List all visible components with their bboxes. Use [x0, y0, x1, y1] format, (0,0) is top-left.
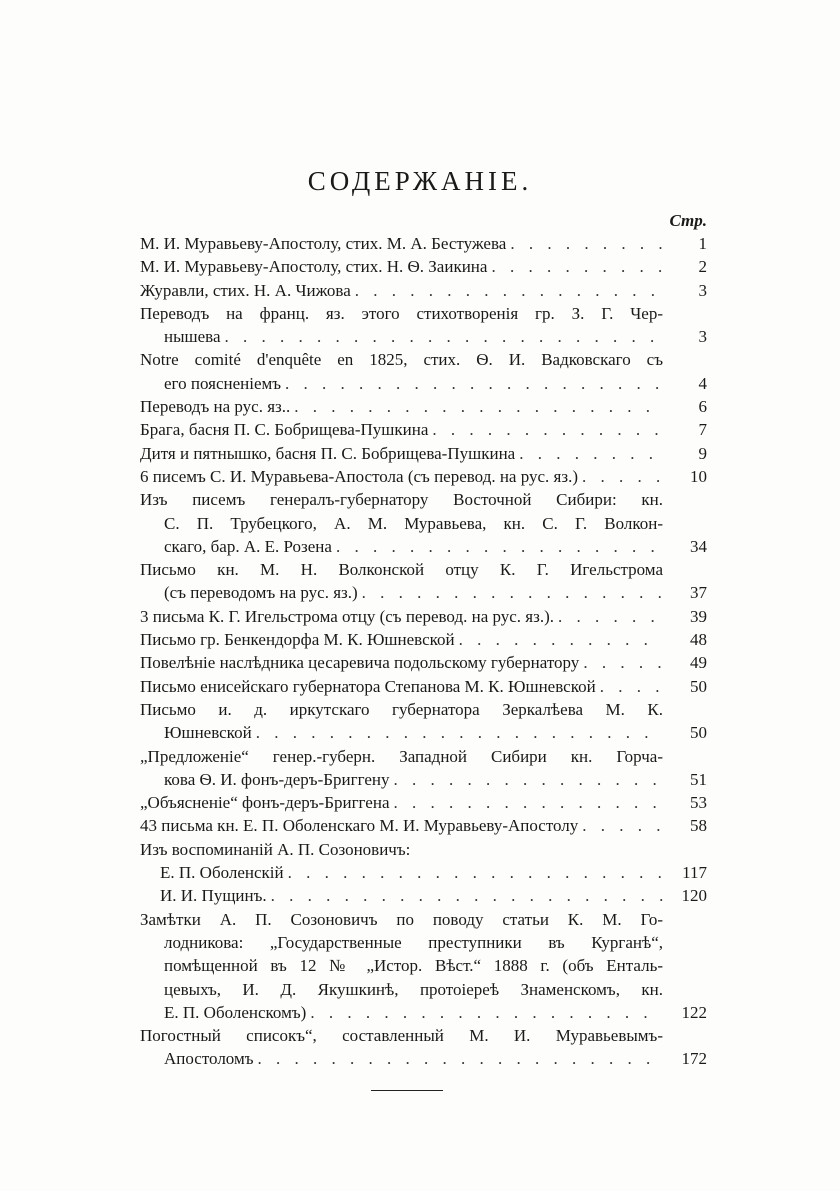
toc-entry-text: скаго, бар. А. Е. Розена [164, 536, 332, 556]
toc-entry-text: И. И. Пущинъ. [160, 886, 267, 906]
toc-entry-text: Переводъ на рус. яз.. [140, 397, 291, 417]
toc-entry [140, 558, 707, 605]
toc-entry-text: „Предложеніе“ генер.-губерн. Западной Сибири кн. Горча- [140, 746, 663, 766]
toc-entry [140, 395, 707, 418]
toc-entry [140, 605, 707, 628]
dot-leader [288, 861, 663, 884]
toc-page-number: 37 [690, 583, 707, 603]
toc-entry-text: лодникова: „Государственные преступники въ Курганѣ“, [164, 932, 663, 952]
toc-entry [140, 861, 707, 884]
toc-entry [140, 279, 707, 302]
toc-page-number: 122 [681, 1002, 707, 1022]
dot-leader [510, 232, 663, 255]
toc-entry [140, 628, 707, 651]
dot-leader [362, 581, 663, 604]
dot-leader [600, 675, 663, 698]
toc-entry [140, 814, 707, 837]
toc-page-number: 172 [681, 1049, 707, 1069]
toc-entry [140, 442, 707, 465]
toc-page-number: 53 [690, 793, 707, 813]
toc-entry-text: Брага, басня П. С. Бобрищева-Пушкина [140, 420, 429, 440]
toc-entry [140, 698, 707, 745]
dot-leader [225, 325, 663, 348]
toc-page-number: 9 [698, 443, 707, 463]
toc-entry [140, 675, 707, 698]
toc-entry [140, 651, 707, 674]
dot-leader [310, 1001, 663, 1024]
toc-entry [140, 255, 707, 278]
toc-entry-text: Повелѣніе наслѣдника цесаревича подольскому губернатору [140, 653, 580, 673]
toc-entry-text: Письмо кн. М. Н. Волконской отцу К. Г. Игельстрома [140, 560, 663, 580]
toc-entry-text: Изъ писемъ генералъ-губернатору Восточной Сибири: кн. [140, 490, 663, 510]
toc-page-number: 3 [698, 327, 707, 347]
toc-entry [140, 745, 707, 792]
dot-leader [583, 651, 663, 674]
toc-entry [140, 791, 707, 814]
toc-page-number: 4 [698, 373, 707, 393]
toc-entry [140, 465, 707, 488]
toc-entry-text: помѣщенной въ 12 № „Истор. Вѣст.“ 1888 г. (объ Енталь- [164, 956, 663, 976]
toc-entry-text: М. И. Муравьеву-Апостолу, стих. М. А. Бестужева [140, 234, 507, 253]
toc-entry [140, 302, 707, 349]
toc-entry-text: М. И. Муравьеву-Апостолу, стих. Н. Ѳ. Заикина [140, 257, 488, 277]
dot-leader [582, 465, 663, 488]
toc-entry-text: нышева [164, 327, 221, 347]
toc-page-number: 2 [698, 257, 707, 277]
toc-entry [140, 488, 707, 558]
toc-page-number: 34 [690, 536, 707, 556]
toc-page-number: 10 [690, 466, 707, 486]
toc-entry-text: Журавли, стих. Н. А. Чижова [140, 280, 351, 300]
dot-leader [336, 535, 663, 558]
dot-leader [558, 605, 663, 628]
toc-entry-text: Переводъ на франц. яз. этого стихотворенія гр. З. Г. Чер- [140, 303, 663, 323]
toc-page-number: 51 [690, 769, 707, 789]
toc-entry-text: Апостоломъ [164, 1049, 254, 1069]
toc-entry-text: Е. П. Оболенскій [160, 863, 284, 883]
toc-entry [140, 232, 707, 255]
toc-entry [140, 1024, 707, 1071]
toc-page-number: 1 [698, 234, 707, 253]
toc-entry-text: Notre comité d'enquête en 1825, стих. Ѳ. И. Вадковскаго съ [140, 350, 663, 370]
toc-entry-text: 3 письма К. Г. Игельстрома отцу (съ перевод. на рус. яз.). [140, 606, 555, 626]
end-rule [371, 1090, 443, 1091]
toc-entry-text: Дитя и пятнышко, басня П. С. Бобрищева-Пушкина [140, 443, 516, 463]
dot-leader [285, 372, 663, 395]
toc-page-number: 39 [690, 606, 707, 626]
toc-entry-text: Письмо енисейскаго губернатора Степанова М. К. Юшневской [140, 676, 596, 696]
toc-page-number: 48 [690, 630, 707, 650]
toc-entry-text: Письмо и. д. иркутскаго губернатора Зеркалѣева М. К. [140, 699, 663, 719]
toc-entry-text: его поясненіемъ [164, 373, 282, 393]
toc-entry-text: Письмо гр. Бенкендорфа М. К. Юшневской [140, 630, 455, 650]
dot-leader [258, 1047, 663, 1070]
toc-page-number: 6 [698, 397, 707, 417]
table-of-contents [140, 232, 707, 1071]
toc-entry-text: Погостный списокъ“, составленный М. И. Муравьевымъ- [140, 1026, 663, 1046]
toc-page-number: 49 [690, 653, 707, 673]
toc-entry-text: Изъ воспоминаній А. П. Созоновичъ: [140, 839, 411, 859]
toc-entry [140, 418, 707, 441]
toc-entry-text: Замѣтки А. П. Созоновичъ по поводу статьи К. М. Го- [140, 909, 663, 929]
dot-leader [294, 395, 663, 418]
toc-page-number: 3 [698, 280, 707, 300]
toc-entry-text: „Объясненіе“ фонъ-деръ-Бриггена [140, 793, 390, 813]
toc-page-number: 7 [698, 420, 707, 440]
toc-entry-text: 6 писемъ С. И. Муравьева-Апостола (съ перевод. на рус. яз.) [140, 466, 578, 486]
toc-entry [140, 838, 707, 861]
toc-page-number: 120 [681, 886, 707, 906]
toc-entry-text: С. П. Трубецкого, А. М. Муравьева, кн. С. Г. Волкон- [164, 513, 663, 533]
page-column-label: Стр. [669, 211, 707, 230]
toc-page-number: 50 [690, 723, 707, 743]
toc-entry [140, 908, 707, 1024]
page-title: СОДЕРЖАНІЕ. [307, 166, 533, 196]
toc-entry-text: кова Ѳ. И. фонъ-деръ-Бриггену [164, 769, 390, 789]
dot-leader [582, 814, 663, 837]
toc-entry-text: цевыхъ, И. Д. Якушкинѣ, протоіереѣ Знаменскомъ, кн. [164, 979, 663, 999]
toc-page-number: 50 [690, 676, 707, 696]
toc-page-number: 117 [682, 863, 707, 883]
toc-entry [140, 348, 707, 395]
toc-page-number: 58 [690, 816, 707, 836]
dot-leader [432, 418, 663, 441]
toc-entry-text: 43 письма кн. Е. П. Оболенскаго М. И. Муравьеву-Апостолу [140, 816, 579, 836]
dot-leader [459, 628, 663, 651]
dot-leader [355, 279, 663, 302]
dot-leader [256, 721, 663, 744]
dot-leader [271, 884, 663, 907]
toc-entry-text: Юшневской [164, 723, 252, 743]
dot-leader [394, 791, 664, 814]
dot-leader [393, 768, 663, 791]
toc-entry-text: (съ переводомъ на рус. яз.) [164, 583, 358, 603]
toc-entry-text: Е. П. Оболенскомъ) [164, 1002, 307, 1022]
toc-entry [140, 884, 707, 907]
dot-leader [519, 442, 663, 465]
dot-leader [491, 255, 663, 278]
